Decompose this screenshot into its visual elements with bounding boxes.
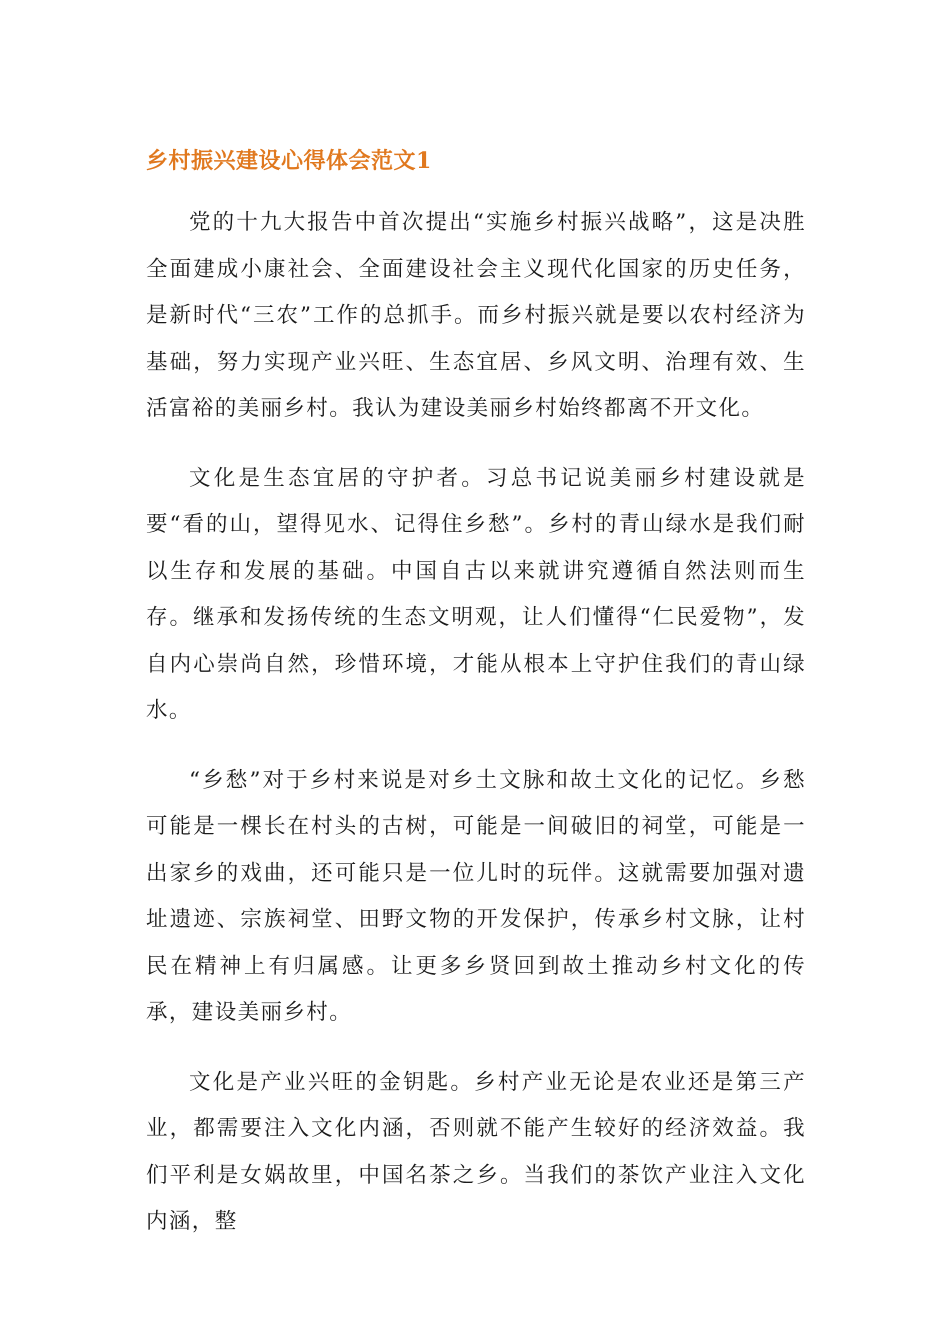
document-title: 乡村振兴建设心得体会范文1 xyxy=(146,148,432,174)
paragraph-1: 党的十九大报告中首次提出“实施乡村振兴战略”，这是决胜全面建成小康社会、全面建设社会主义现代化国家的历史任务，是新时代“三农”工作的总抓手。而乡村振兴就是要以农村经济为基础，努力实现产业兴旺、生态宜居、乡风文明、治理有效、生活富裕的美丽乡村。我认为建设美丽乡村始终都离不开文化。 xyxy=(146,210,806,421)
paragraph-4: 文化是产业兴旺的金钥匙。乡村产业无论是农业还是第三产业，都需要注入文化内涵，否则就不能产生较好的经济效益。我们平利是女娲故里，中国名茶之乡。当我们的茶饮产业注入文化内涵，整 xyxy=(146,1069,806,1234)
paragraph-3: “乡愁”对于乡村来说是对乡土文脉和故土文化的记忆。乡愁可能是一棵长在村头的古树，可能是一间破旧的祠堂，可能是一出家乡的戏曲，还可能只是一位儿时的玩伴。这就需要加强对遗址遗迹、宗族祠堂、田野文物的开发保护，传承乡村文脉，让村民在精神上有归属感。让更多乡贤回到故土推动乡村文化的传承，建设美丽乡村。 xyxy=(146,767,806,1025)
document-body xyxy=(146,200,806,1269)
paragraph-2: 文化是生态宜居的守护者。习总书记说美丽乡村建设就是要“看的山，望得见水、记得住乡愁”。乡村的青山绿水是我们耐以生存和发展的基础。中国自古以来就讲究遵循自然法则而生存。继承和发扬传统的生态文明观，让人们懂得“仁民爱物”，发自内心崇尚自然，珍惜环境，才能从根本上守护住我们的青山绿水。 xyxy=(146,465,806,723)
